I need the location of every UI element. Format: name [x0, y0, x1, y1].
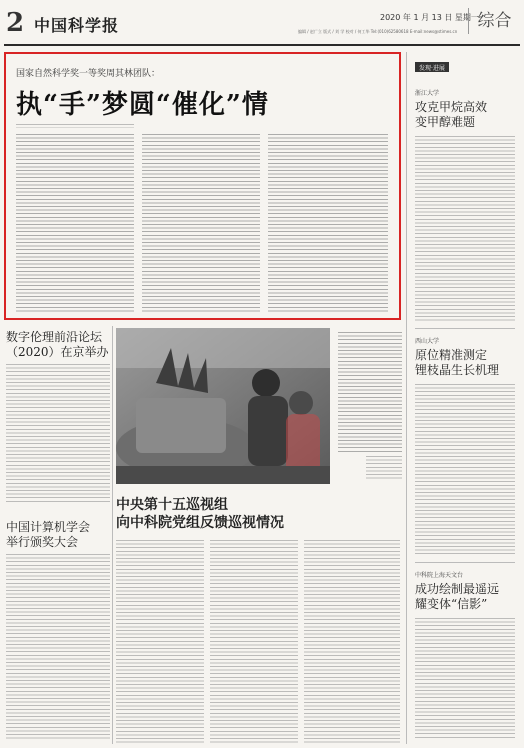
- photo-credit: [366, 456, 402, 480]
- right-story2-body: [415, 384, 515, 556]
- right-story1-body: [415, 136, 515, 322]
- right-story2-headline-line1: 原位精准测定: [415, 348, 488, 362]
- right-story2-headline[interactable]: [415, 348, 499, 378]
- photo-caption-text: [338, 332, 402, 452]
- center-body-col-1: [116, 540, 204, 744]
- left-story2-headline[interactable]: [6, 520, 90, 550]
- editorial-contact: 编辑 / 赵广立 版式 / 刘 学 校对 / 何工华 Tel:(010)62580618 E-mail:news@stimes.cn: [298, 29, 458, 34]
- center-body-col-2: [210, 540, 298, 744]
- center-headline-line1: 中央第十五巡视组: [116, 497, 228, 513]
- right-divider-2: [415, 562, 515, 563]
- right-story2-institution: 西山大学: [415, 338, 440, 345]
- right-story3-headline-line1: 成功绘制最遥远: [415, 582, 500, 596]
- right-story3-body: [415, 618, 515, 738]
- left-story1-headline-line1: 数字伦理前沿论坛: [6, 330, 103, 344]
- feature-body-col-1: [16, 134, 134, 314]
- right-story3-headline-line2: 耀变体“信影”: [415, 597, 488, 611]
- column-divider-left: [112, 326, 113, 744]
- right-story1-headline[interactable]: [415, 100, 487, 130]
- news-photo[interactable]: [116, 328, 330, 484]
- news-photo-image: [116, 328, 330, 484]
- right-story1-institution: 浙江大学: [415, 90, 440, 97]
- right-column: [406, 52, 520, 744]
- left-story2-headline-line1: 中国计算机学会: [6, 520, 91, 534]
- section-name: 综合: [468, 8, 520, 34]
- left-story1-headline[interactable]: [6, 330, 109, 360]
- right-story3-institution: 中科院上海天文台: [415, 572, 464, 579]
- center-headline-line2: 向中科院党组反馈巡视情况: [116, 515, 284, 531]
- masthead: [4, 4, 520, 44]
- right-story1-headline-line2: 变甲醇难题: [415, 115, 476, 129]
- paper-name: 中国科学报: [34, 16, 120, 35]
- section-tag: 发现·进展: [415, 62, 449, 72]
- featured-article[interactable]: [4, 52, 401, 320]
- feature-byline: [16, 124, 134, 128]
- masthead-rule: [4, 44, 520, 46]
- feature-body-col-3: [268, 134, 388, 314]
- center-article-headline[interactable]: [116, 496, 284, 532]
- right-divider-1: [415, 328, 515, 329]
- photo-caption: [336, 328, 404, 484]
- right-story1-headline-line1: 攻克甲烷高效: [415, 100, 488, 114]
- right-story3-headline[interactable]: [415, 582, 499, 612]
- feature-title: 执“手”梦圆“催化”情: [16, 90, 269, 120]
- issue-date: 2020 年 1 月 13 日 星期一: [380, 13, 479, 22]
- center-body-col-3: [304, 540, 400, 744]
- feature-kicker: 国家自然科学奖一等奖周其林团队：: [16, 69, 161, 79]
- page-number: 2: [6, 8, 25, 38]
- left-story1-body: [6, 364, 110, 504]
- left-story1-headline-line2: （2020）在京举办: [6, 345, 109, 359]
- left-story2-body: [6, 554, 110, 740]
- right-story2-headline-line2: 锂枝晶生长机理: [415, 363, 500, 377]
- left-story2-headline-line2: 举行颁奖大会: [6, 535, 79, 549]
- feature-body-col-2: [142, 134, 260, 314]
